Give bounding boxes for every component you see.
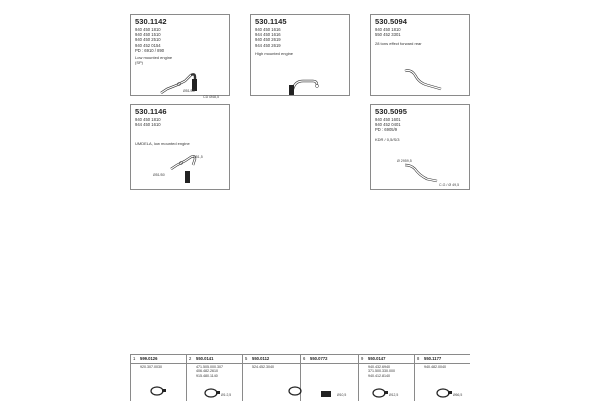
dimension-label: C.G / Ø 49,5: [439, 183, 460, 187]
card-530-5095: [370, 104, 470, 190]
pipe-drawing: [371, 15, 471, 97]
pipe-drawing: [251, 15, 351, 97]
accessory-cell: [130, 355, 186, 401]
ref-line: 940 452 0154: [135, 42, 161, 48]
ref-line: 944 450 1610: [135, 122, 161, 128]
note: KDR / 0,5/S/3: [375, 137, 400, 142]
accessory-cell: [186, 355, 242, 401]
ref-line: 944 450 1616: [255, 32, 281, 38]
dimension-label: Ø51,5: [193, 155, 203, 159]
item-code: 599.0126: [140, 356, 158, 361]
item-code: 550.0147: [368, 356, 386, 361]
ref-line: 940 450 1810: [135, 117, 161, 122]
item-code: 550.0772: [310, 356, 328, 361]
item-number: 1: [133, 356, 136, 361]
part-number: 530.5095: [375, 107, 408, 116]
accessory-cell: [358, 355, 414, 401]
note: 28 tons effect forward rear: [375, 41, 422, 46]
ref-line: 940 452 0401: [375, 122, 401, 128]
card-530-1142: [130, 14, 230, 99]
item-number: 9: [361, 356, 364, 361]
ref-line: 940 450 2510: [135, 37, 161, 43]
part-number: 530.1146: [135, 107, 167, 116]
ref-line: 940 450 1601: [375, 117, 401, 122]
accessory-cell: [300, 355, 358, 401]
ref-line: 940.432.6940: [368, 365, 390, 369]
clamp-icon: [415, 355, 471, 401]
ref-line: 524.452.3040: [252, 365, 274, 369]
accessory-parts-strip: [130, 354, 470, 400]
pipe-drawing: [131, 15, 231, 97]
dimension-label: Ø12,5: [389, 393, 399, 397]
clamp-icon: [301, 355, 359, 401]
item-code: 550.0141: [196, 356, 214, 361]
item-refs: [252, 365, 274, 369]
dimension-label: Ø51/50: [153, 173, 165, 177]
note: Low mounted engine: [135, 55, 173, 60]
dimension-label: Ø 2959,5: [397, 159, 412, 163]
card-530-5094: [370, 14, 470, 96]
note: UMDELA, low mounted engine: [135, 141, 190, 146]
ref-line: 944 450 2619: [255, 42, 281, 48]
divider: [243, 363, 300, 364]
ref-line: 371.500.330.000: [368, 369, 395, 374]
dimension-label: Ø1:2,5: [221, 393, 232, 397]
pipe-drawing: [371, 105, 471, 191]
ref-line: 940 450 2619: [255, 37, 281, 43]
ref-line: 940 450 1810: [375, 27, 401, 32]
ref-line: 915.480.1140: [196, 373, 218, 378]
part-number: 530.5094: [375, 17, 408, 26]
ref-line: 471.505.000.307: [196, 365, 223, 369]
ref-line: 940 450 1616: [255, 27, 281, 32]
clamp-icon: [131, 355, 187, 401]
item-number: 5: [245, 356, 248, 361]
note: High mounted engine: [255, 51, 294, 56]
item-code: 550.0112: [252, 356, 270, 361]
item-code: 550.1177: [424, 356, 442, 361]
ref-line: 940.412.8140: [368, 373, 390, 378]
ref-line: 920.307.0030: [140, 365, 162, 369]
card-530-1146: [130, 104, 230, 190]
ref-line: PD : 6905/9: [375, 127, 398, 133]
ref-line: 406.482.2610: [196, 369, 218, 374]
part-number: 530.1145: [255, 17, 287, 26]
dimension-label: Ø10,5: [337, 393, 347, 397]
ref-line: 940.482.0040: [424, 365, 446, 369]
dimension-label: Ø66,5: [453, 393, 463, 397]
note-2: (SP): [135, 60, 143, 65]
item-number: 8: [417, 356, 420, 361]
clamp-icon: [187, 355, 243, 401]
pipe-drawing: [131, 105, 231, 191]
clamp-icon: [359, 355, 415, 401]
ref-line: PD : 6910 / 890: [135, 47, 165, 53]
item-number: 6: [303, 356, 306, 361]
item-number: 2: [189, 356, 192, 361]
ref-line: 940 450 1510: [135, 32, 161, 38]
card-530-1145: [250, 14, 350, 96]
part-number: 530.1142: [135, 17, 167, 26]
dimension-label: CD Ø48,5: [203, 95, 219, 99]
ref-line: 940 450 1810: [135, 27, 161, 32]
dimension-label: Ø51/50: [183, 89, 195, 93]
ref-line: 550 452 3301: [375, 32, 401, 38]
accessory-cell: [414, 355, 470, 401]
